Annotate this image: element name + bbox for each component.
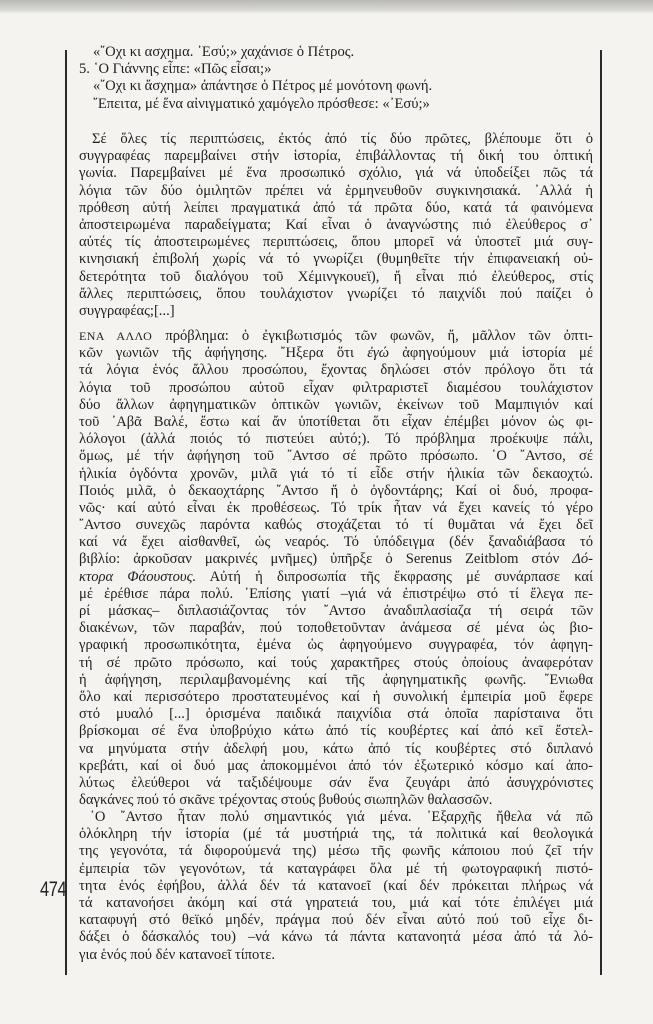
text-line: ἡ ἀφήγηση, περιλαμβανομένης καί τῆς ἀφηγηματικῆς φωνῆς. ῎Ενιωθα <box>79 671 593 688</box>
left-margin-rule <box>65 50 67 975</box>
scan-edge <box>0 0 653 14</box>
text-line: τητα ἑνός ἐφήβου, ἀλλά δέν τά κατανοεῖ (καί δέν πρόκειται πλήρως νά <box>79 877 593 894</box>
text-line: δύο ἄλλων ἀφηγηματικῶν ὀπτικῶν γωνιῶν, ἐκείνων τοῦ Μαμπιγιόν καί <box>79 396 593 413</box>
page-number: 474 <box>40 878 67 901</box>
text-line: ρί μάσκας– διπλασιάζοντας τόν ῎Αντσο ἀναδιπλασίαζα τή σειρά τῶν <box>79 603 593 619</box>
text-line: λόλογοι (ἀλλά ποιός τό πιστεύει αὐτό;). Τό πρόβλημα προέκυψε πάλι, <box>79 431 593 448</box>
text-line <box>79 569 593 586</box>
text-line: ἀποστειρωμένα παραδείγματα; Καί εἶναι ὁ ἀναγνώστης πιό ἐλεύθερος σ᾿ <box>79 216 593 233</box>
text-segment: πρόβλημα: ὁ ἐγκιβωτισμός τῶν φωνῶν, ἤ, μᾶλλον τῶν ὀπτι- <box>152 328 594 344</box>
text-line: λόγια τοῦ προσώπου αὐτοῦ εἶχαν φιλτραριστεῖ διαμέσου τουλάχιστον <box>79 379 593 396</box>
text-line: δετερότητα τοῦ διαλόγου τοῦ Χέμινγκουεϊ), ἤ εἶναι πιό ἐλεύθερος, στίς <box>79 268 593 285</box>
text-line: αὐτές τίς ἀποστειρωμένες περιπτώσεις, ὅπου μπορεῖ νά ὑποστεῖ μιά συγ- <box>79 234 593 251</box>
text-line: ὅμως, μέ τήν ἀφήγηση τοῦ ῎Αντσο σέ πρῶτο πρόσωπο. ῾Ο ῎Αντσο, σέ <box>79 448 593 465</box>
text-line: καταφυγή στό θεϊκό μηδέν, πράγμα πού δέν εἶναι αὐτό πού τοῦ εἶχε δι- <box>79 912 593 929</box>
quoted-passage <box>79 131 593 320</box>
text-line: ὁλόκληρη τήν ἱστορία (μέ τά μυστήριά της, τά πολιτικά καί θεολογικά <box>79 826 593 843</box>
text-line: βρίσκομαι σέ ἕνα ὑποβρύχιο κάτω ἀπό τίς κουβέρτες καί ἀπό κεῖ ἔστελ- <box>79 723 593 740</box>
text-line: νῶς· καί αὐτό εἶναι ἐκ προθέσεως. Τό τρίκ ἦταν νά ἔχει κανείς τό γέρο <box>79 499 593 516</box>
text-line: πρόθεση αὐτή λείπει πραγματικά ἀπό τά πρῶτα δύο, κατά τά φαινόμενα <box>79 199 593 216</box>
text-line: ῾Ο ῎Αντσο ἦταν πολύ σημαντικός γιά μένα. ᾿Εξαρχῆς ἤθελα νά πῶ <box>90 809 593 825</box>
text-line: συγγραφέας παρεμβαίνει στήν ἱστορία, ἐπιβάλλοντας τή δική του ὀπτική <box>79 148 593 165</box>
right-margin-rule <box>600 50 602 975</box>
body-paragraph <box>79 328 593 809</box>
text-line: γωνία. Παρεμβαίνει μέ ἕνα προσωπικό σχόλιο, γιά νά ὑποδείξει πῶς τά <box>79 165 593 182</box>
text-line: ῎Αντσο συνεχῶς παρόντα καθώς στοχάζεται τό τί θυμᾶται νά ἔχει δεῖ <box>79 517 593 534</box>
text-line: Ποιός μιλᾶ, ὁ δεκαοχτάρης ῎Αντσο ἤ ὁ ὀγδοντάρης; Καί οἱ δυό, προφα- <box>79 482 593 499</box>
text-line: κρεβάτι, καί οἱ δυό μας ἀποκομμένοι ἀπό τόν ἐξωτερικό κόσμο καί ἀπο- <box>79 757 593 774</box>
text-line: μέ ἐρέθισε πάρα πολύ. ᾿Επίσης γιατί –γιά νά ἐπιστρέψω στό τί ἔλεγα πε- <box>79 585 593 602</box>
closing-paragraph <box>79 809 593 964</box>
text-line: καί νά ἔχει αἰσθανθεῖ, ὡς νεαρός. Τό ὑπόδειγμα (δέν ξαναδιάβασα τό <box>79 534 593 551</box>
text-line: «῎Οχι κι ασχημα. ᾿Εσύ;» χαχάνισε ὁ Πέτρος. <box>93 44 355 60</box>
text-segment: Αὐτή ἡ διπροσωπία τῆς ἔκφρασης μέ συνάρπασε καί <box>196 568 593 585</box>
text-segment: ἀφηγούμουν μιά ἱστορία μέ <box>388 345 594 362</box>
text-line: δάξει ὁ δάσκαλός του) –νά κάνω τά πάντα κατανοητά μέσα ἀπό τά λό- <box>79 929 593 946</box>
text-line: για ἑνός πού δέν κατανοεῖ τίποτε. <box>79 946 275 963</box>
italic-text: Δό- <box>572 551 593 568</box>
text-line: τά κατανοήσει ἀκόμη καί στά γηρατειά του, μιά καί τότε ἐπιλέγει μιά <box>79 894 593 911</box>
text-line: «῎Οχι κι ἄσχημα» ἀπάντησε ὁ Πέτρος μέ μονότονη φωνή. <box>93 78 433 95</box>
text-line: δαγκάνες πού τό σκᾶνε τρέχοντας στούς βυθούς σιωπηλῶν θαλασσῶν. <box>79 792 493 809</box>
text-line: να μηνύματα στήν ἀδελφή μου, κάτω ἀπό τίς κουβέρτες στό διπλανό <box>79 740 593 757</box>
text-line: διακένων, τῶν παραβάν, πού τοποθετοῦνταν ἀνάμεσα σέ μένα ὡς βιο- <box>79 620 593 637</box>
text-line: κινησιακή ἐπιβολή χωρίς νά τό γνωρίζει (θυμηθεῖτε τήν ἐπιφανειακή οὐ- <box>79 251 593 268</box>
dialogue-excerpt <box>79 44 593 113</box>
text-line: ὅλο καί περισσότερο προστατευμένος καί ἡ συνολική ἐμπειρία μοῦ ἔφερε <box>79 688 593 705</box>
small-caps-lead: ΕΝΑ ΑΛΛΟ <box>79 329 153 343</box>
text-line: στό μυαλό [...] ὁρισμένα παιδικά παιχνίδια στά ὁποῖα παρίσταινα ὅτι <box>79 706 593 723</box>
italic-text: ἐγώ <box>367 345 389 362</box>
text-line: Σέ ὅλες τίς περιπτώσεις, ἐκτός ἀπό τίς δύο πρῶτες, βλέπουμε ὅτι ὁ <box>92 131 593 147</box>
text-line <box>79 551 593 568</box>
text-line: συγγραφέας;[...] <box>79 302 175 319</box>
text-line: τή σέ πρῶτο πρόσωπο, καί τούς χαρακτῆρες στούς ὁποίους ἀναφερόταν <box>79 654 593 671</box>
text-line: λύτως ἐλεύθεροι νά ταξιδέψουμε σάν ἕνα ζευγάρι ἀπό ἀσυγχρόνιστες <box>79 774 593 791</box>
text-line: τά λόγια ἑνός ἄλλου προσώπου, ἔχοντας δηλώσει στόν πρόλογο ὅτι τά <box>79 362 593 379</box>
text-line <box>79 328 593 345</box>
text-segment: βιβλίο: ἀρκοῦσαν μακρινές μνῆμες) ὑπῆρξε ὁ Serenus Zeitblom στόν <box>79 551 573 568</box>
text-line: γραφική προσωπικότητα, ἐμένα ὡς ἀφηγούμενο συγγραφέα, τόν ἀφηγη- <box>79 637 593 654</box>
text-segment: κῶν γωνιῶν τῆς ἀφήγησης. ῎Ηξερα ὅτι <box>79 345 368 362</box>
text-line: ἡλικία ὀγδόντα χρονῶν, μιλᾶ γιά τό τί εἶδε στήν ἡλικία τῶν δεκαοχτώ. <box>79 465 593 482</box>
text-line: ἐμπειρία τῶν γεγονότων, τά καταγράφει ὅλα μέ τή φωτογραφική πιστό- <box>79 860 593 877</box>
text-line <box>79 345 593 362</box>
text-line: ῎Επειτα, μέ ἕνα αἰνιγματικό χαμόγελο πρόσθεσε: «᾿Εσύ;» <box>93 95 430 112</box>
text-line: 5. ῾Ο Γιάννης εἶπε: «Πῶς εἶσαι;» <box>79 61 272 78</box>
text-line: λόγια τῶν δύο ὁμιλητῶν πρέπει νά ἑρμηνευθοῦν συγκινησιακά. ᾿Αλλά ἡ <box>79 182 593 199</box>
italic-text: κτορα Φάουστους. <box>79 568 197 585</box>
text-line: τοῦ ᾿Αβᾶ Βαλέ, ἔστω καί ἄν ὑποτίθεται ὅτι εἶχαν ἐπέμβει μόνον ὡς φι- <box>79 413 593 430</box>
text-line: ἄλλες περιπτώσεις, ὅπου τουλάχιστον γνωρίζει τό παιχνίδι πού παίζει ὁ <box>79 285 593 302</box>
text-line: της γεγονότα, τά διφορούμενά της) μέσω τῆς φωνῆς κάποιου πού ζεῖ τήν <box>79 843 593 860</box>
